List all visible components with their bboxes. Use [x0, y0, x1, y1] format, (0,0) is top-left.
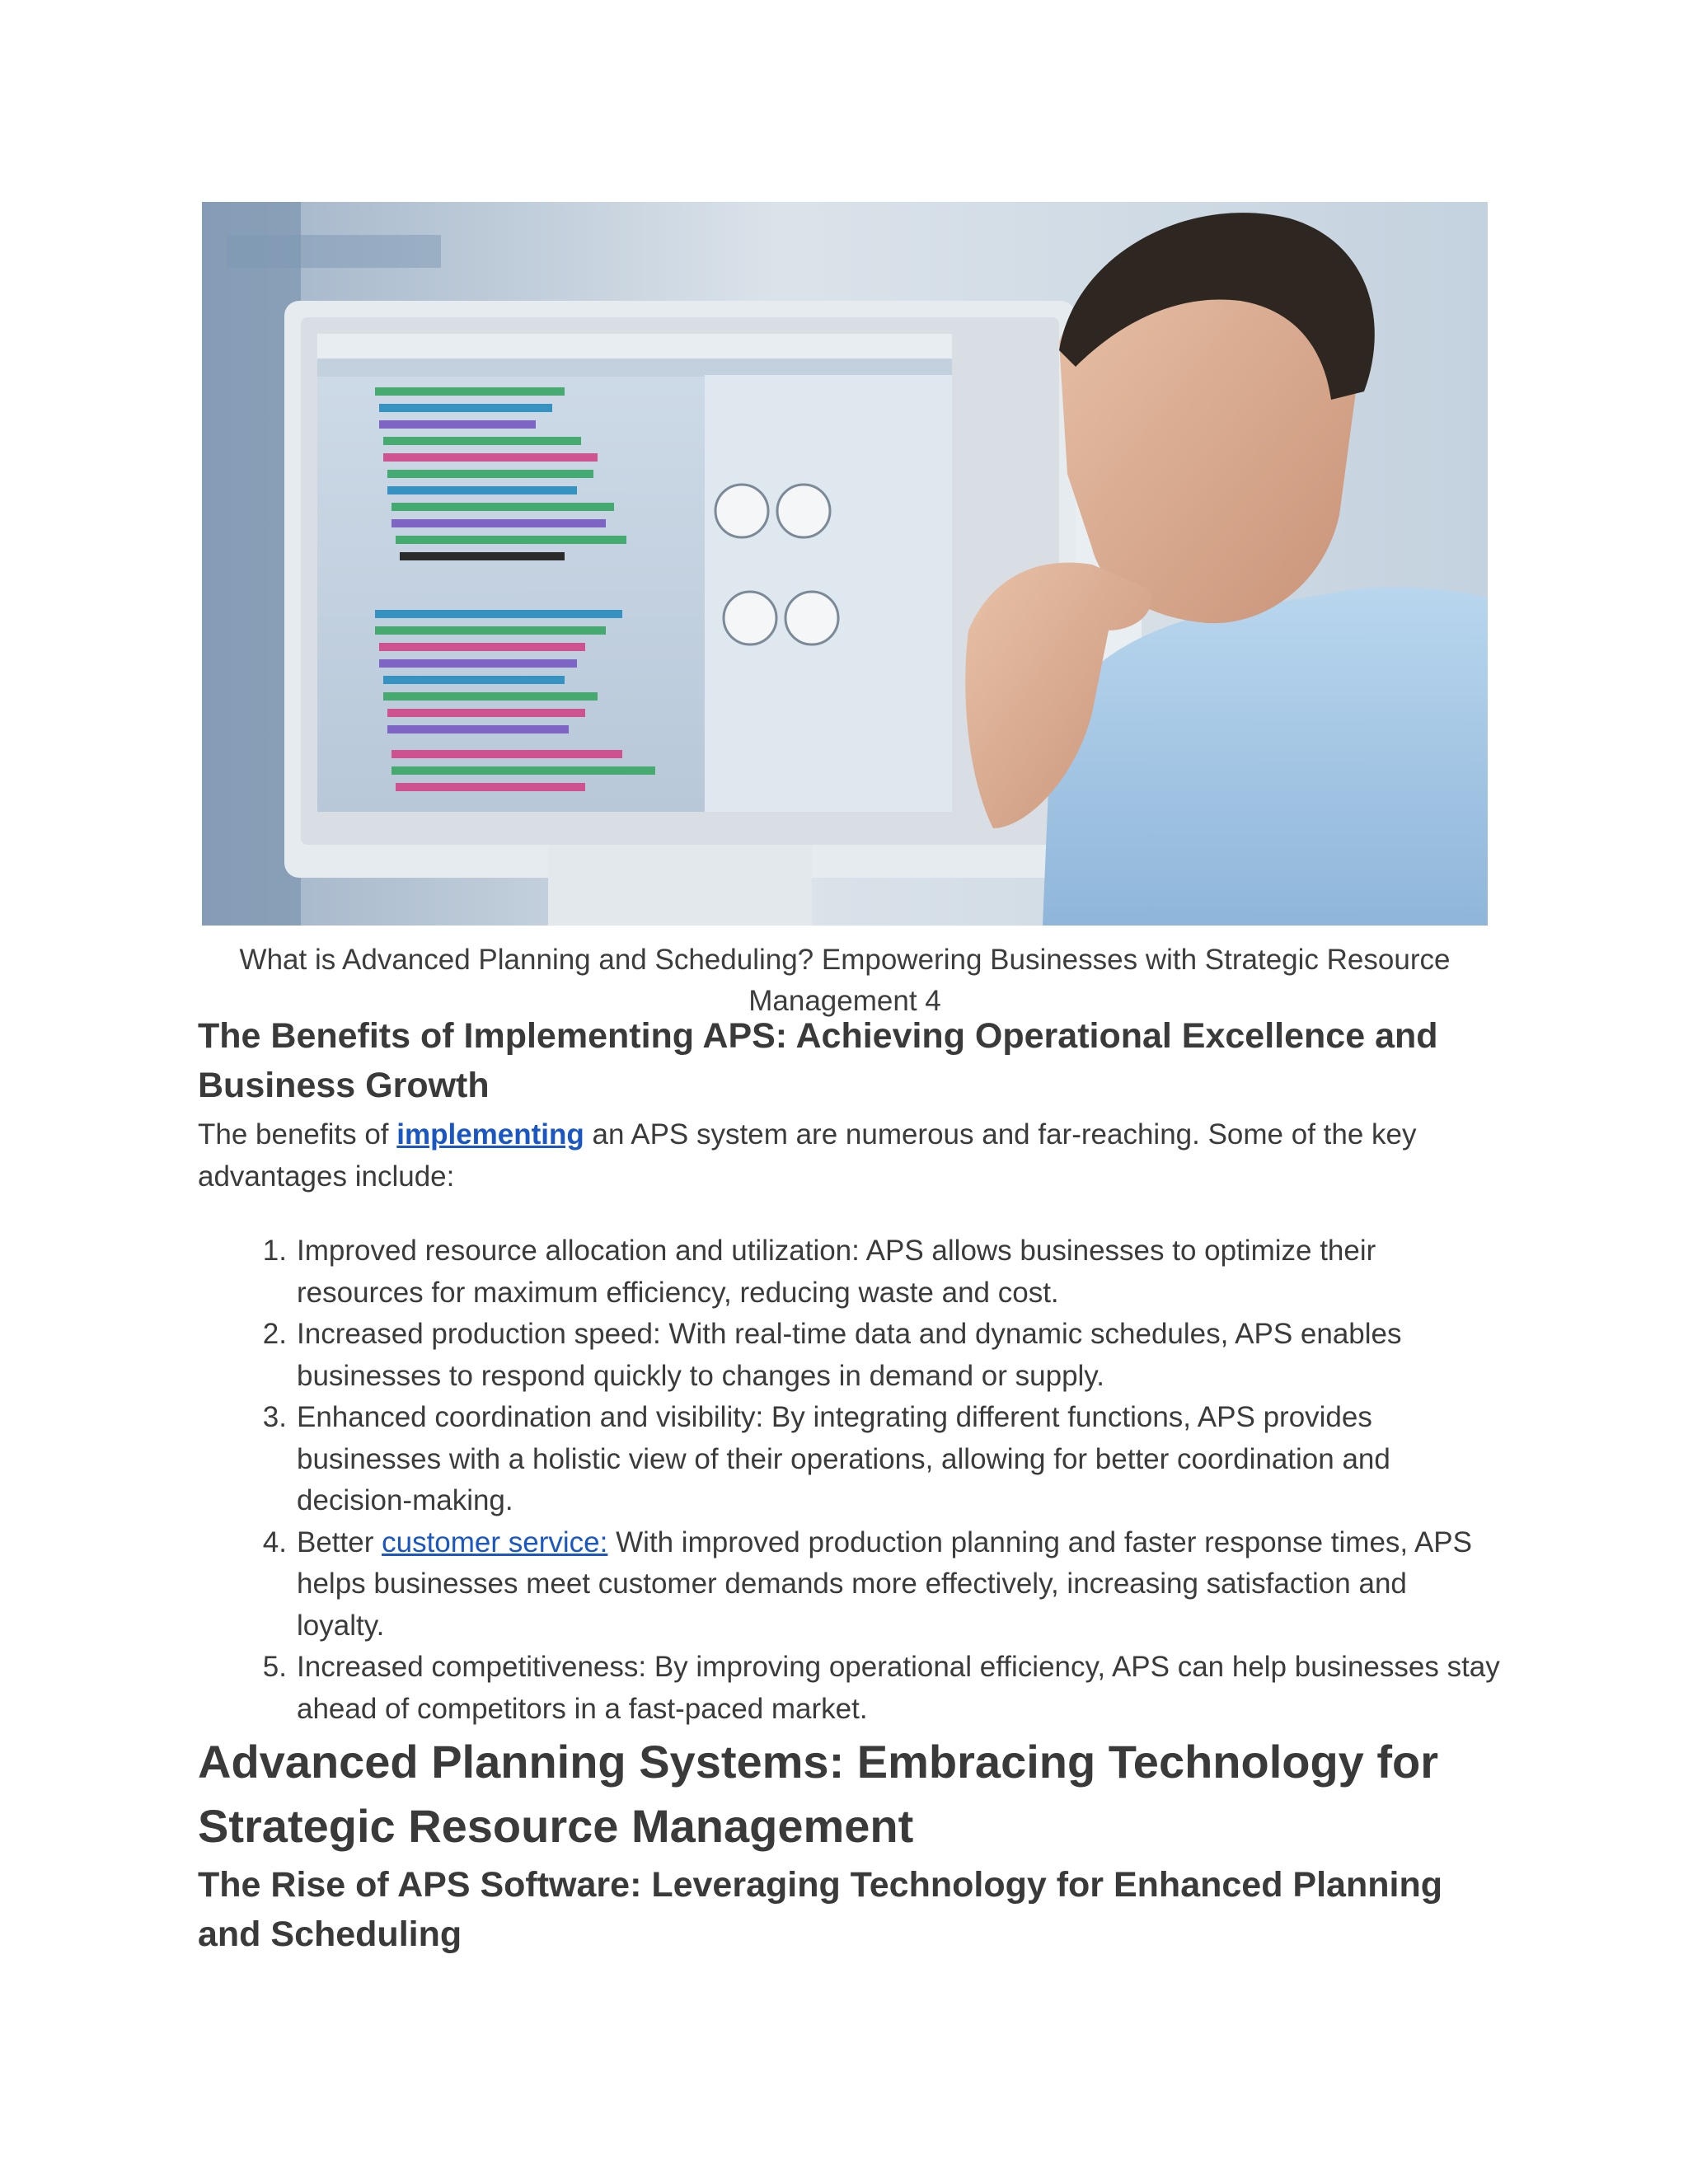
- intro-text-after: an APS system are numerous and far-reaching. Some of the key advantages include:: [198, 1118, 1417, 1193]
- list-item-text-after: With improved production planning and faster response times, APS helps businesses meet customer demands more effectively, increasing satisfaction and loyalty.: [297, 1526, 1472, 1642]
- benefits-section: [198, 1011, 1500, 1959]
- list-number: 5.: [262, 1651, 287, 1683]
- benefits-list: [198, 1230, 1500, 1730]
- list-item-text: Enhanced coordination and visibility: By integrating different functions, APS provides businesses with a holistic view of their operations, allowing for better coordination and decision-making.: [297, 1401, 1390, 1516]
- hero-image: [202, 202, 1488, 926]
- list-item: [198, 1230, 1500, 1314]
- benefits-intro: [198, 1113, 1500, 1197]
- list-item: [198, 1522, 1500, 1647]
- section-heading-advanced-planning: Advanced Planning Systems: Embracing Technology for Strategic Resource Management: [198, 1736, 1439, 1852]
- list-number: 1.: [262, 1235, 287, 1267]
- list-item: [198, 1647, 1500, 1730]
- list-item: [198, 1397, 1500, 1522]
- section-heading-benefits: The Benefits of Implementing APS: Achieving Operational Excellence and Business Growth: [198, 1016, 1438, 1105]
- list-item-text: Increased competitiveness: By improving operational efficiency, APS can help businesses stay ahead of competitors in a fast-paced market.: [297, 1651, 1500, 1725]
- list-item-text: Improved resource allocation and utilization: APS allows businesses to optimize their resources for maximum efficiency, reducing waste and cost.: [297, 1235, 1376, 1309]
- section-heading-rise-of-aps: The Rise of APS Software: Leveraging Technology for Enhanced Planning and Scheduling: [198, 1865, 1442, 1954]
- list-item: [198, 1314, 1500, 1397]
- list-item-text-before: Better: [297, 1526, 382, 1558]
- intro-text-before: The benefits of: [198, 1118, 397, 1151]
- list-number: 4.: [262, 1526, 287, 1558]
- list-number: 2.: [262, 1318, 287, 1350]
- implementing-link[interactable]: implementing: [396, 1118, 584, 1151]
- aps-dashboard-photo: [202, 202, 1488, 926]
- image-caption: What is Advanced Planning and Scheduling? Empowering Businesses with Strategic Resource Management 4: [239, 944, 1451, 1017]
- list-item-text: Increased production speed: With real-time data and dynamic schedules, APS enables businesses to respond quickly to changes in demand or supply.: [297, 1318, 1402, 1392]
- list-number: 3.: [262, 1401, 287, 1433]
- customer-service-link[interactable]: customer service:: [382, 1526, 608, 1558]
